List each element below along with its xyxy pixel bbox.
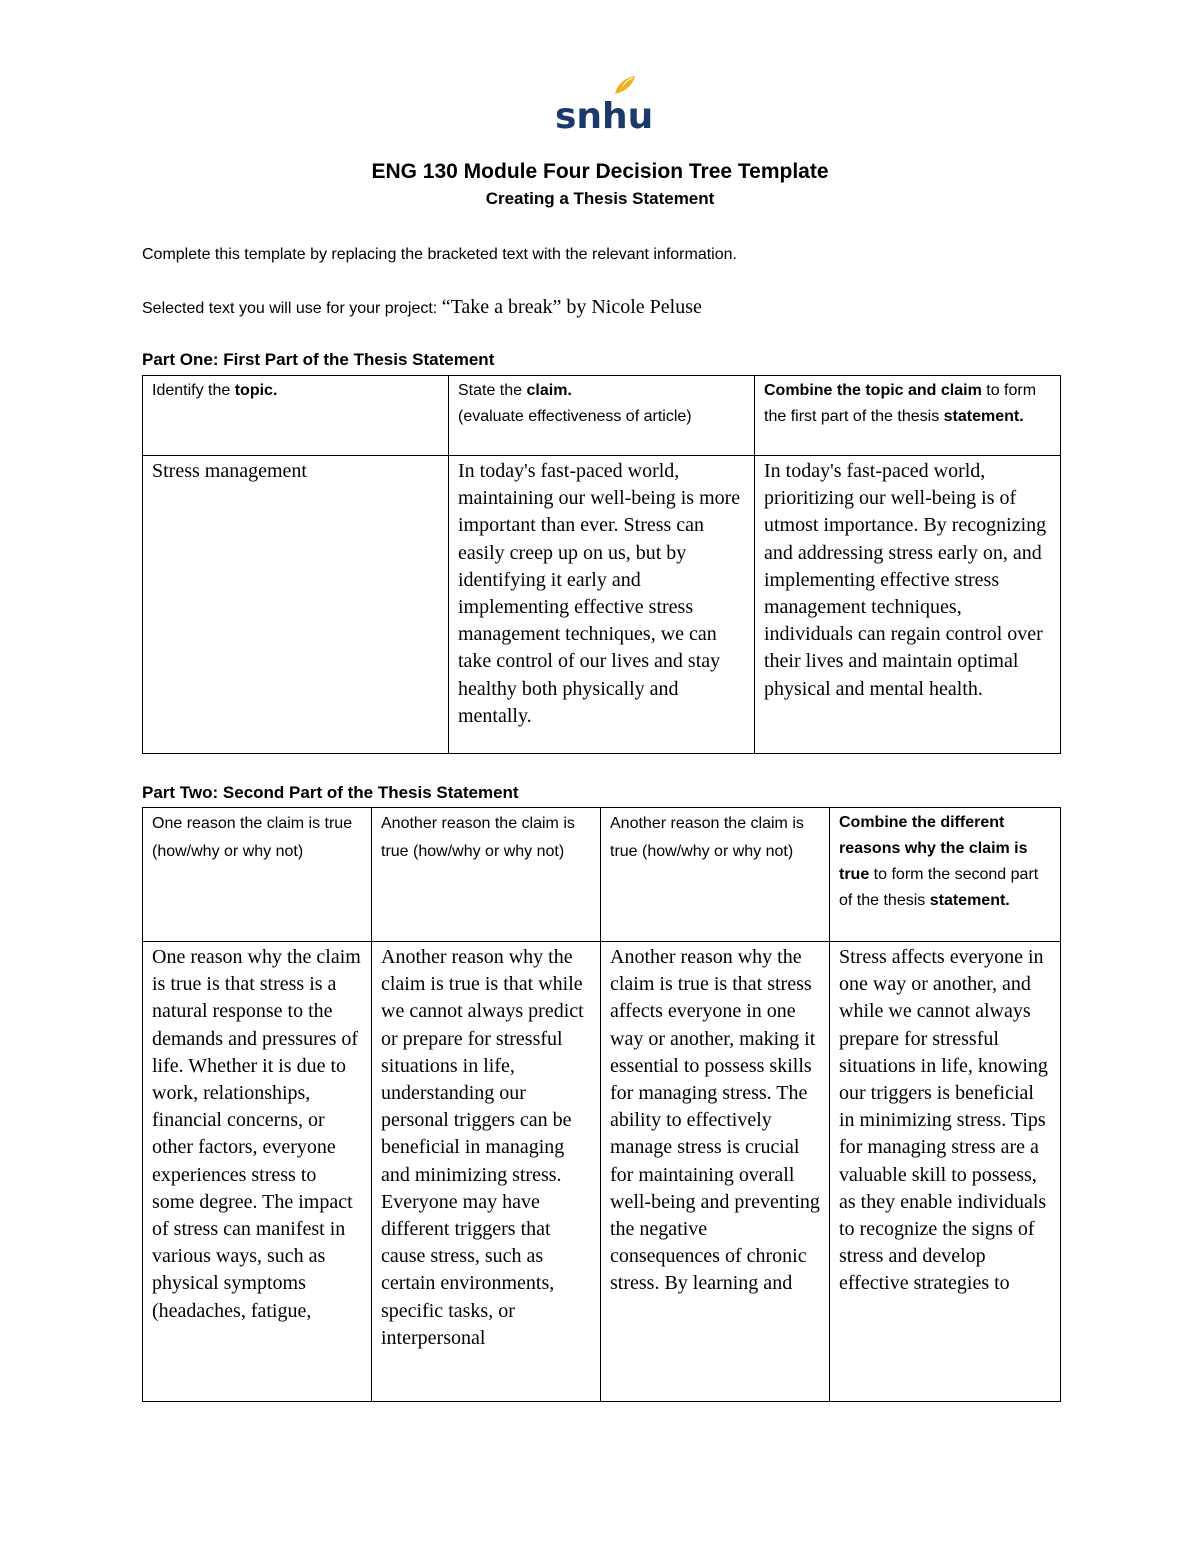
header-combine-reasons: Combine the different reasons why the claim is true to form the second part of the thesis statement. (830, 808, 1061, 942)
document-subtitle: Creating a Thesis Statement (485, 189, 715, 208)
reason-3-cell[interactable]: Another reason why the claim is true is that stress affects everyone in one way or another, making it essential to possess skills for managing stress. The ability to effectively manage stress is crucial for maintaining overall well-being and preventing the negative consequences of chronic stress. By learning and (601, 942, 830, 1402)
instructions-text: Complete this template by replacing the bracketed text with the relevant information. (142, 246, 737, 263)
reason-1-cell[interactable]: One reason why the claim is true is that stress is a natural response to the demands and pressures of life. Whether it is due to work, relationships, financial concerns, or other factors, everyone experiences stress to some degree. The impact of stress can manifest in various ways, such as physical symptoms (headaches, fatigue, (143, 942, 372, 1402)
header-reason-3: Another reason the claim is true (how/why or why not) (601, 808, 830, 942)
reason-2-cell[interactable]: Another reason why the claim is true is that while we cannot always predict or prepare for stressful situations in life, understanding our personal triggers can be beneficial in managing and minimizing stress. Everyone may have different triggers that cause stress, such as certain environments, specific tasks, or interpersonal (372, 942, 601, 1402)
selected-text-line (142, 296, 702, 319)
header-claim: State the claim. (evaluate effectiveness of article) (449, 376, 755, 456)
table-header-row (143, 376, 1061, 456)
part-one-table (142, 375, 1061, 754)
claim-cell[interactable]: In today's fast-paced world, maintaining our well-being is more important than ever. Stress can easily creep up on us, but by identifying it early and implementing effective stress management techniques, we can take control of our lives and stay healthy both physically and mentally. (449, 456, 755, 754)
table-row (143, 942, 1061, 1402)
selected-text-label: Selected text you will use for your project: (142, 300, 442, 317)
part-one-heading: Part One: First Part of the Thesis Statement (142, 350, 495, 369)
part-two-table (142, 807, 1061, 1402)
combined-cell[interactable]: In today's fast-paced world, prioritizing our well-being is of utmost importance. By recognizing and addressing stress early on, and implementing effective stress management techniques, individuals can regain control over their lives and maintain optimal physical and mental health. (755, 456, 1061, 754)
logo-wordmark: snhu (555, 96, 654, 137)
header-reason-1: One reason the claim is true (how/why or why not) (143, 808, 372, 942)
header-combine: Combine the topic and claim to form the first part of the thesis statement. (755, 376, 1061, 456)
topic-cell[interactable]: Stress management (143, 456, 449, 754)
header-topic: Identify the topic. (143, 376, 449, 456)
document-title: ENG 130 Module Four Decision Tree Template (371, 160, 829, 183)
selected-text-value: “Take a break” by Nicole Peluse (441, 296, 702, 318)
table-row (143, 456, 1061, 754)
header-reason-2: Another reason the claim is true (how/why or why not) (372, 808, 601, 942)
snhu-logo (553, 74, 654, 137)
table-header-row (143, 808, 1061, 942)
part-two-heading: Part Two: Second Part of the Thesis Statement (142, 783, 519, 802)
combined-reasons-cell[interactable]: Stress affects everyone in one way or another, and while we cannot always prepare for stressful situations in life, knowing our triggers is beneficial in minimizing stress. Tips for managing stress are a valuable skill to possess, as they enable individuals to recognize the signs of stress and develop effective strategies to (830, 942, 1061, 1402)
